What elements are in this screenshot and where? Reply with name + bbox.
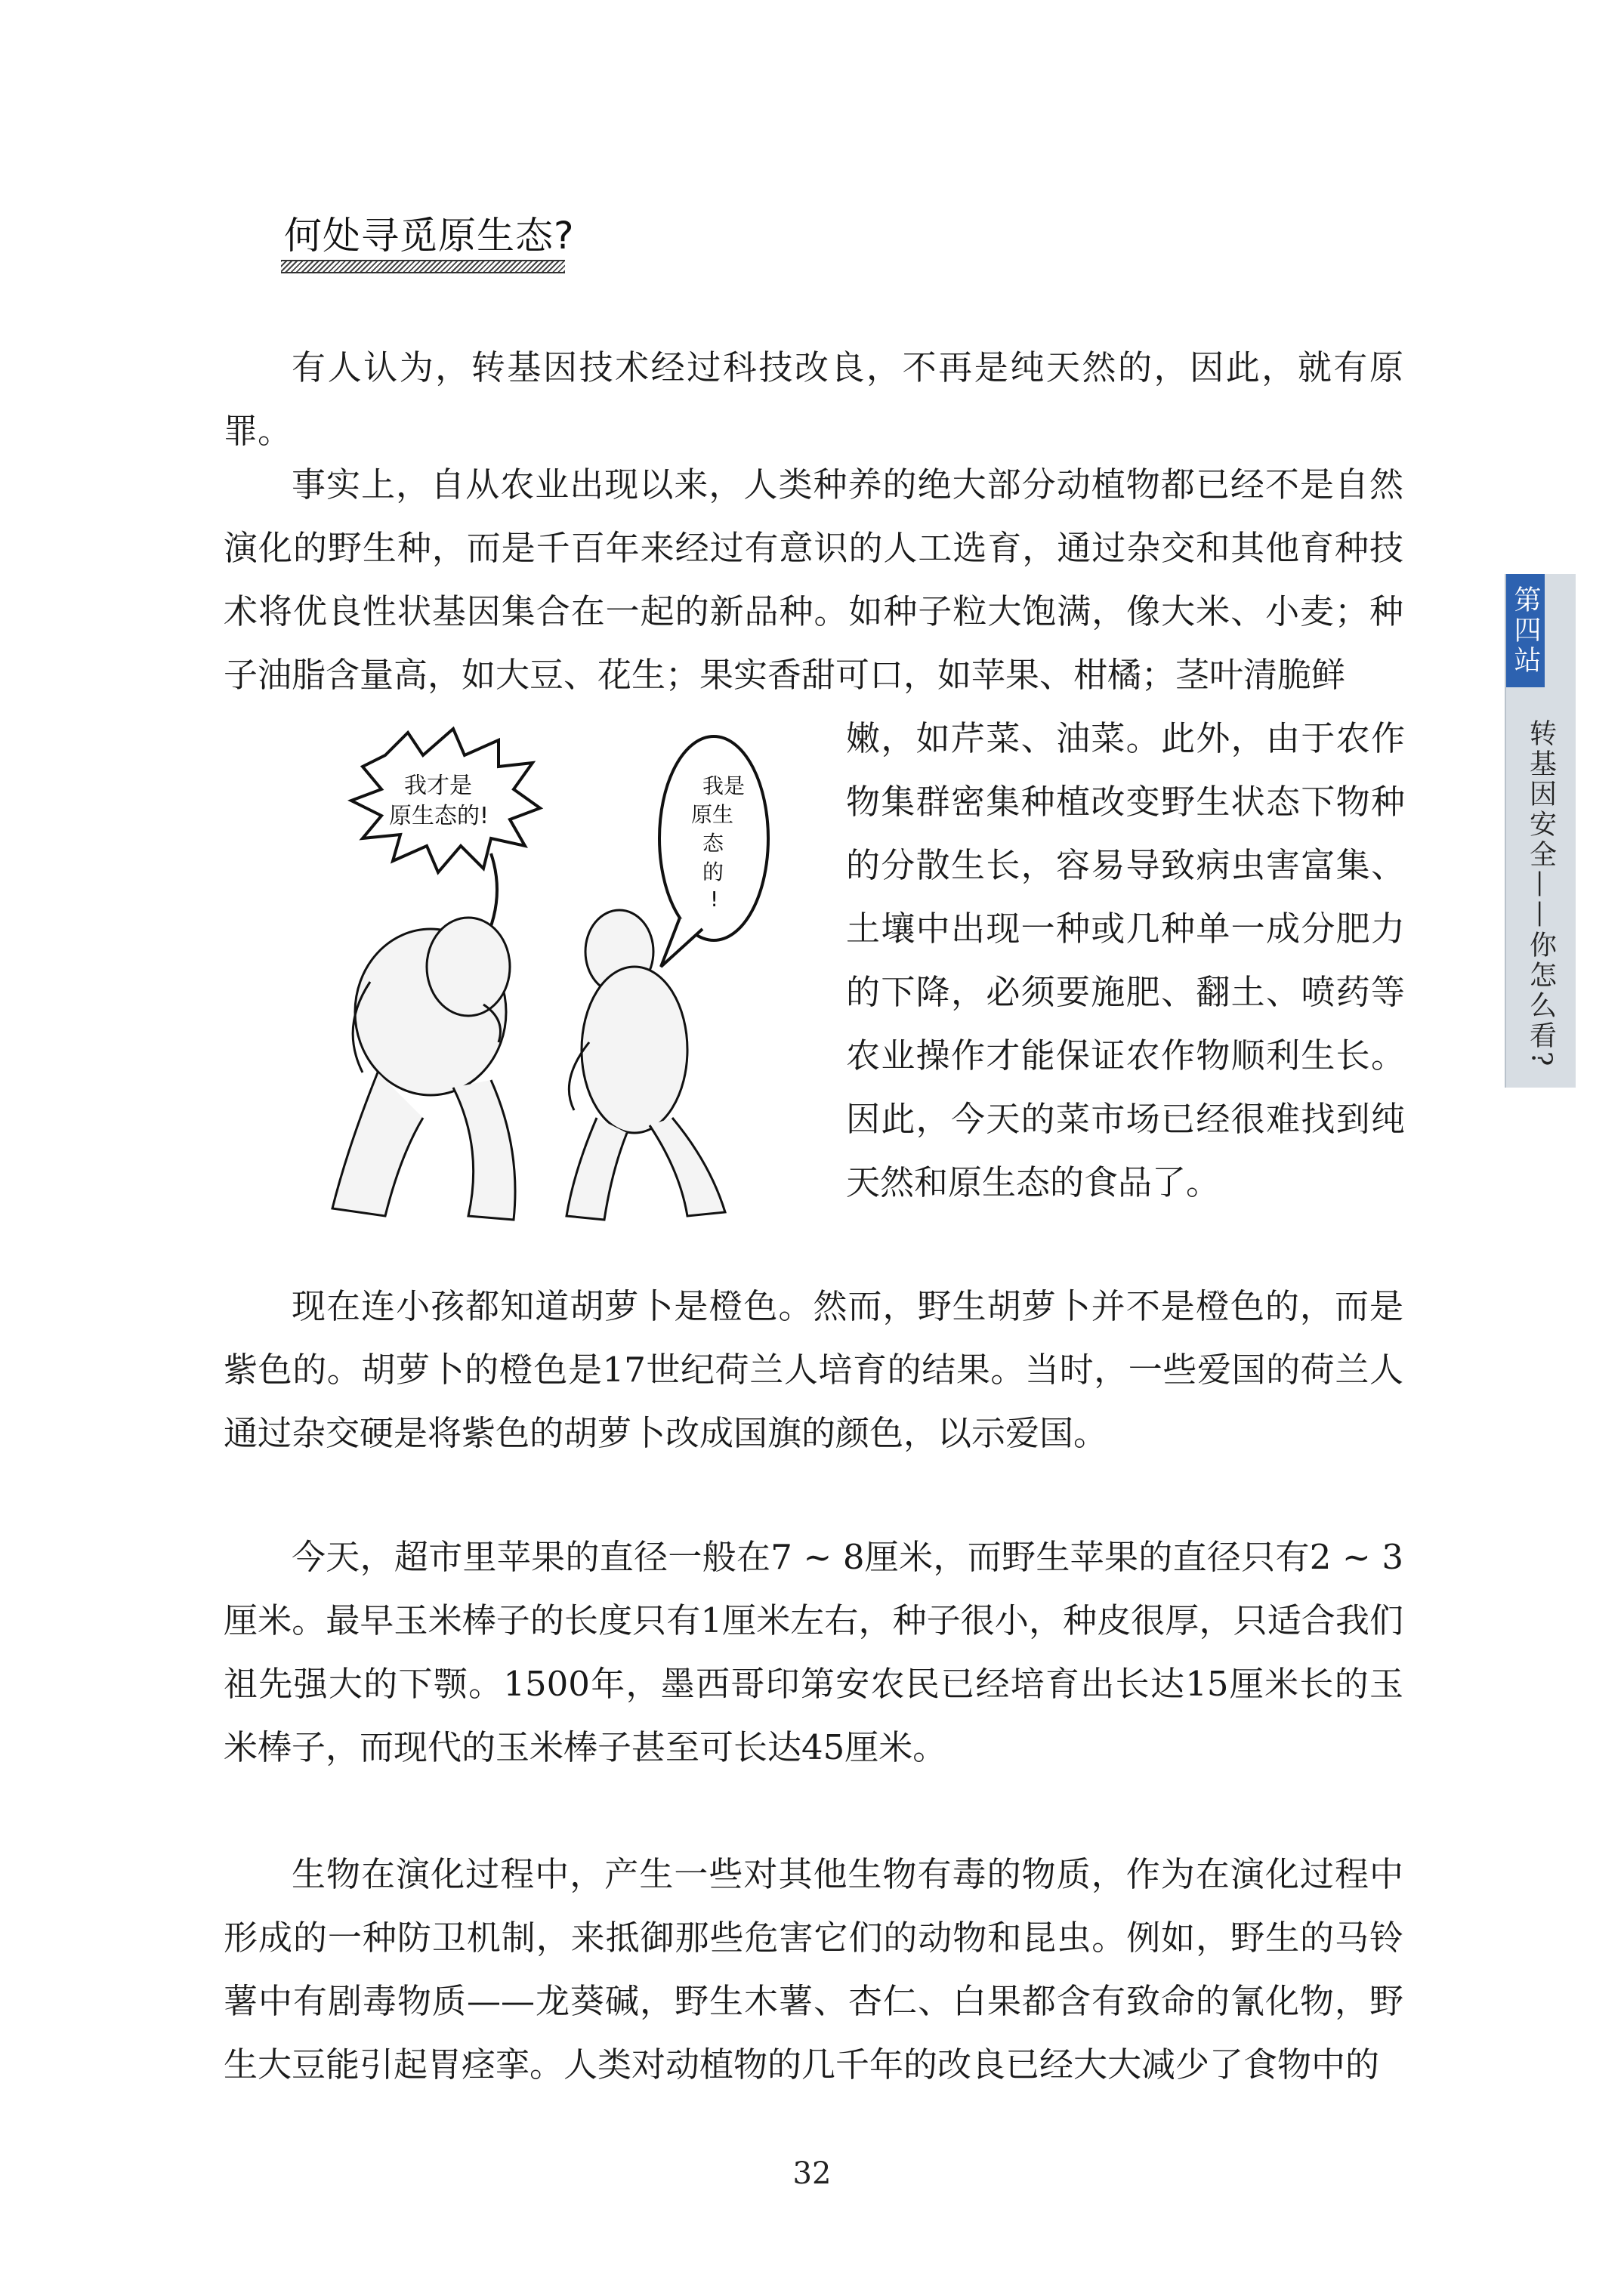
chapter-tab-label: 第四站 [1506, 574, 1545, 687]
heading-underline [281, 260, 565, 273]
paragraph-5: 生物在演化过程中，产生一些对其他生物有毒的物质，作为在演化过程中形成的一种防卫机制，来抵御那些危害它们的动物和昆虫。例如，野生的马铃薯中有剧毒物质——龙葵碱，野生木薯、杏仁、白果都含有致命的氰化物，野生大豆能引起胃痉挛。人类对动植物的几千年的改良已经大大减少了食物中的 [224, 1854, 1403, 2085]
page-number: 32 [792, 2156, 832, 2191]
bubble-right-line5: ! [710, 887, 719, 912]
paragraph-1: 有人认为，转基因技术经过科技改良，不再是纯天然的，因此，就有原罪。 [224, 347, 1403, 451]
paragraph-2: 事实上，自从农业出现以来，人类种养的绝大部分动植物都已经不是自然演化的野生种，而是千百年来经过有意识的人工选育，通过杂交和其他育种技术将优良性状基因集合在一起的新品种。如种子粒大饱满，像大米、小麦；种子油脂含量高，如大豆、花生；果实香甜可口，如苹果、柑橘；茎叶清脆鲜 [224, 464, 1403, 695]
bubble-right-line1: 我是 [702, 773, 746, 798]
bubble-right-line2: 原生 [691, 802, 734, 827]
paragraph-4: 今天，超市里苹果的直径一般在7 ~ 8厘米，而野生苹果的直径只有2 ~ 3厘米。最早玉米棒子的长度只有1厘米左右，种子很小，种皮很厚，只适合我们祖先强大的下颚。1500年，墨西哥印第安农民已经培育出长达15厘米长的玉米棒子，而现代的玉米棒子甚至可长达45厘米。 [224, 1537, 1403, 1767]
chapter-tab-subtitle: 转基因安全——你怎么看? [1525, 719, 1557, 1069]
section-heading: 何处寻觅原生态? [284, 214, 575, 258]
right-ape-figure [567, 910, 725, 1220]
left-ape-figure [332, 918, 515, 1220]
paragraph-2-wrapped: 嫩，如芹菜、油菜。此外，由于农作物集群密集种植改变野生状态下物种的分散生长，容易导致病虫害富集、土壤中出现一种或几种单一成分肥力的下降，必须要施肥、翻土、喷药等农业操作才能保证农作物顺利生长。因此，今天的菜市场已经很难找到纯天然和原生态的食品了。 [846, 718, 1405, 1202]
bubble-left-line2: 原生态的! [389, 803, 489, 829]
chapter-side-tab [1505, 574, 1576, 1088]
speech-bubble-left [351, 729, 540, 872]
bubble-left-line1: 我才是 [404, 773, 472, 799]
cartoon-apes-illustration [257, 725, 846, 1254]
paragraph-3: 现在连小孩都知道胡萝卜是橙色。然而，野生胡萝卜并不是橙色的，而是紫色的。胡萝卜的橙色是17世纪荷兰人培育的结果。当时，一些爱国的荷兰人通过杂交硬是将紫色的胡萝卜改成国旗的颜色，以示爱国。 [224, 1286, 1403, 1453]
bubble-right-line3: 态 [702, 831, 724, 856]
bubble-right-line4: 的 [702, 859, 724, 884]
